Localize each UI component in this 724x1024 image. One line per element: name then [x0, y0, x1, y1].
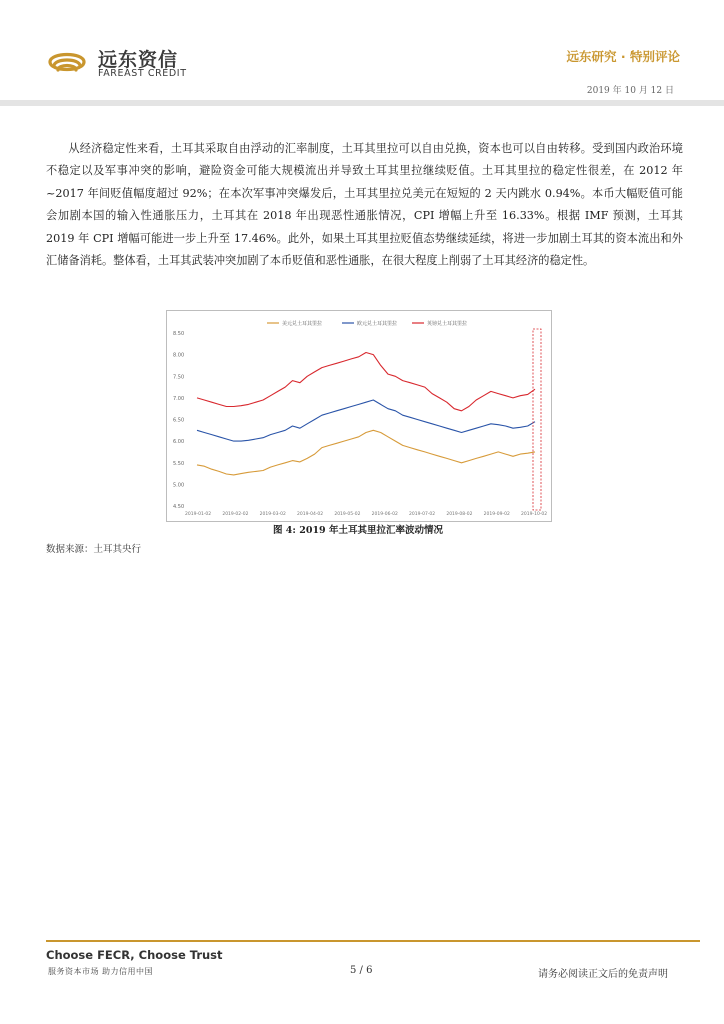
legend-label: 欧元兑土耳其里拉 [357, 321, 398, 327]
header [0, 0, 724, 110]
disclaimer-text: 请务必阅读正文后的免责声明 [538, 969, 668, 980]
series-line [197, 430, 535, 475]
data-source: 数据来源：土耳其央行 [46, 544, 142, 555]
section-title: 远东研究 · 特别评论 [566, 49, 680, 64]
body-paragraph: 从经济稳定性来看，土耳其采取自由浮动的汇率制度，土耳其里拉可以自由兑换，资本也可以自由转移。受到国内政治环境不稳定以及军事冲突的影响，避险资金可能大规模流出并导致土耳其里拉继续贬值。土耳其里拉的稳定性很差，在 2012 年~2017 年间贬值幅度超过 92%；在本次军事冲突爆发后，土耳其里拉兑美元在短短的 2 天内跳水 0.94%。本币大幅贬值可能会加剧本国的输入性通胀压力，土耳其在 2018 年出现恶性通胀情况，CPI 增幅上升至 16.33%。根据 IMF 预测，土耳其 2019 年 CPI 增幅可能进一步上升至 17.46%。此外，如果土耳其里拉贬值态势继续延续，将进一步加剧土耳其的资本流出和外汇储备消耗。整体看，土耳其武装冲突加剧了本币贬值和恶性通胀，在很大程度上削弱了土耳其经济的稳定性。 [46, 142, 683, 268]
highlight-box [533, 329, 541, 510]
series-line [197, 400, 535, 441]
y-tick-label: 4.50 [173, 504, 185, 510]
logo-cn-text: 远东资信 [98, 49, 179, 71]
y-tick-label: 6.00 [173, 439, 185, 446]
x-tick-label: 2019-05-02 [334, 512, 361, 517]
y-tick-label: 8.50 [173, 331, 185, 337]
x-tick-label: 2019-09-02 [483, 512, 510, 517]
y-tick-label: 6.50 [173, 417, 185, 424]
page-number: 5 / 6 [350, 965, 373, 976]
y-tick-label: 7.50 [173, 374, 185, 381]
footer-subslogan: 服务资本市场 助力信用中国 [48, 967, 154, 976]
legend-label: 美元兑土耳其里拉 [282, 321, 323, 327]
company-logo-icon [44, 44, 90, 80]
x-tick-label: 2019-03-02 [259, 512, 286, 517]
y-tick-label: 5.00 [173, 482, 185, 489]
x-tick-label: 2019-01-02 [185, 512, 212, 517]
x-tick-label: 2019-10-02 [521, 512, 548, 517]
x-tick-label: 2019-06-02 [371, 512, 398, 517]
logo-en-text: FAREAST CREDIT [98, 68, 187, 79]
y-tick-label: 7.00 [173, 395, 185, 402]
header-divider [0, 100, 724, 106]
exchange-rate-chart [167, 311, 551, 521]
chart-frame [166, 310, 552, 522]
y-tick-label: 5.50 [173, 460, 185, 467]
figure-caption: 图 4: 2019 年土耳其里拉汇率波动情况 [273, 525, 443, 536]
footer-slogan: Choose FECR, Choose Trust [46, 948, 223, 962]
x-tick-label: 2019-07-02 [409, 512, 436, 517]
y-tick-label: 8.00 [173, 352, 185, 359]
footer-divider [46, 940, 700, 942]
x-tick-label: 2019-02-02 [222, 512, 249, 517]
legend-label: 英镑兑土耳其里拉 [427, 321, 468, 327]
x-tick-label: 2019-08-02 [446, 512, 473, 517]
report-date: 2019 年 10 月 12 日 [586, 86, 674, 96]
x-tick-label: 2019-04-02 [297, 512, 324, 517]
